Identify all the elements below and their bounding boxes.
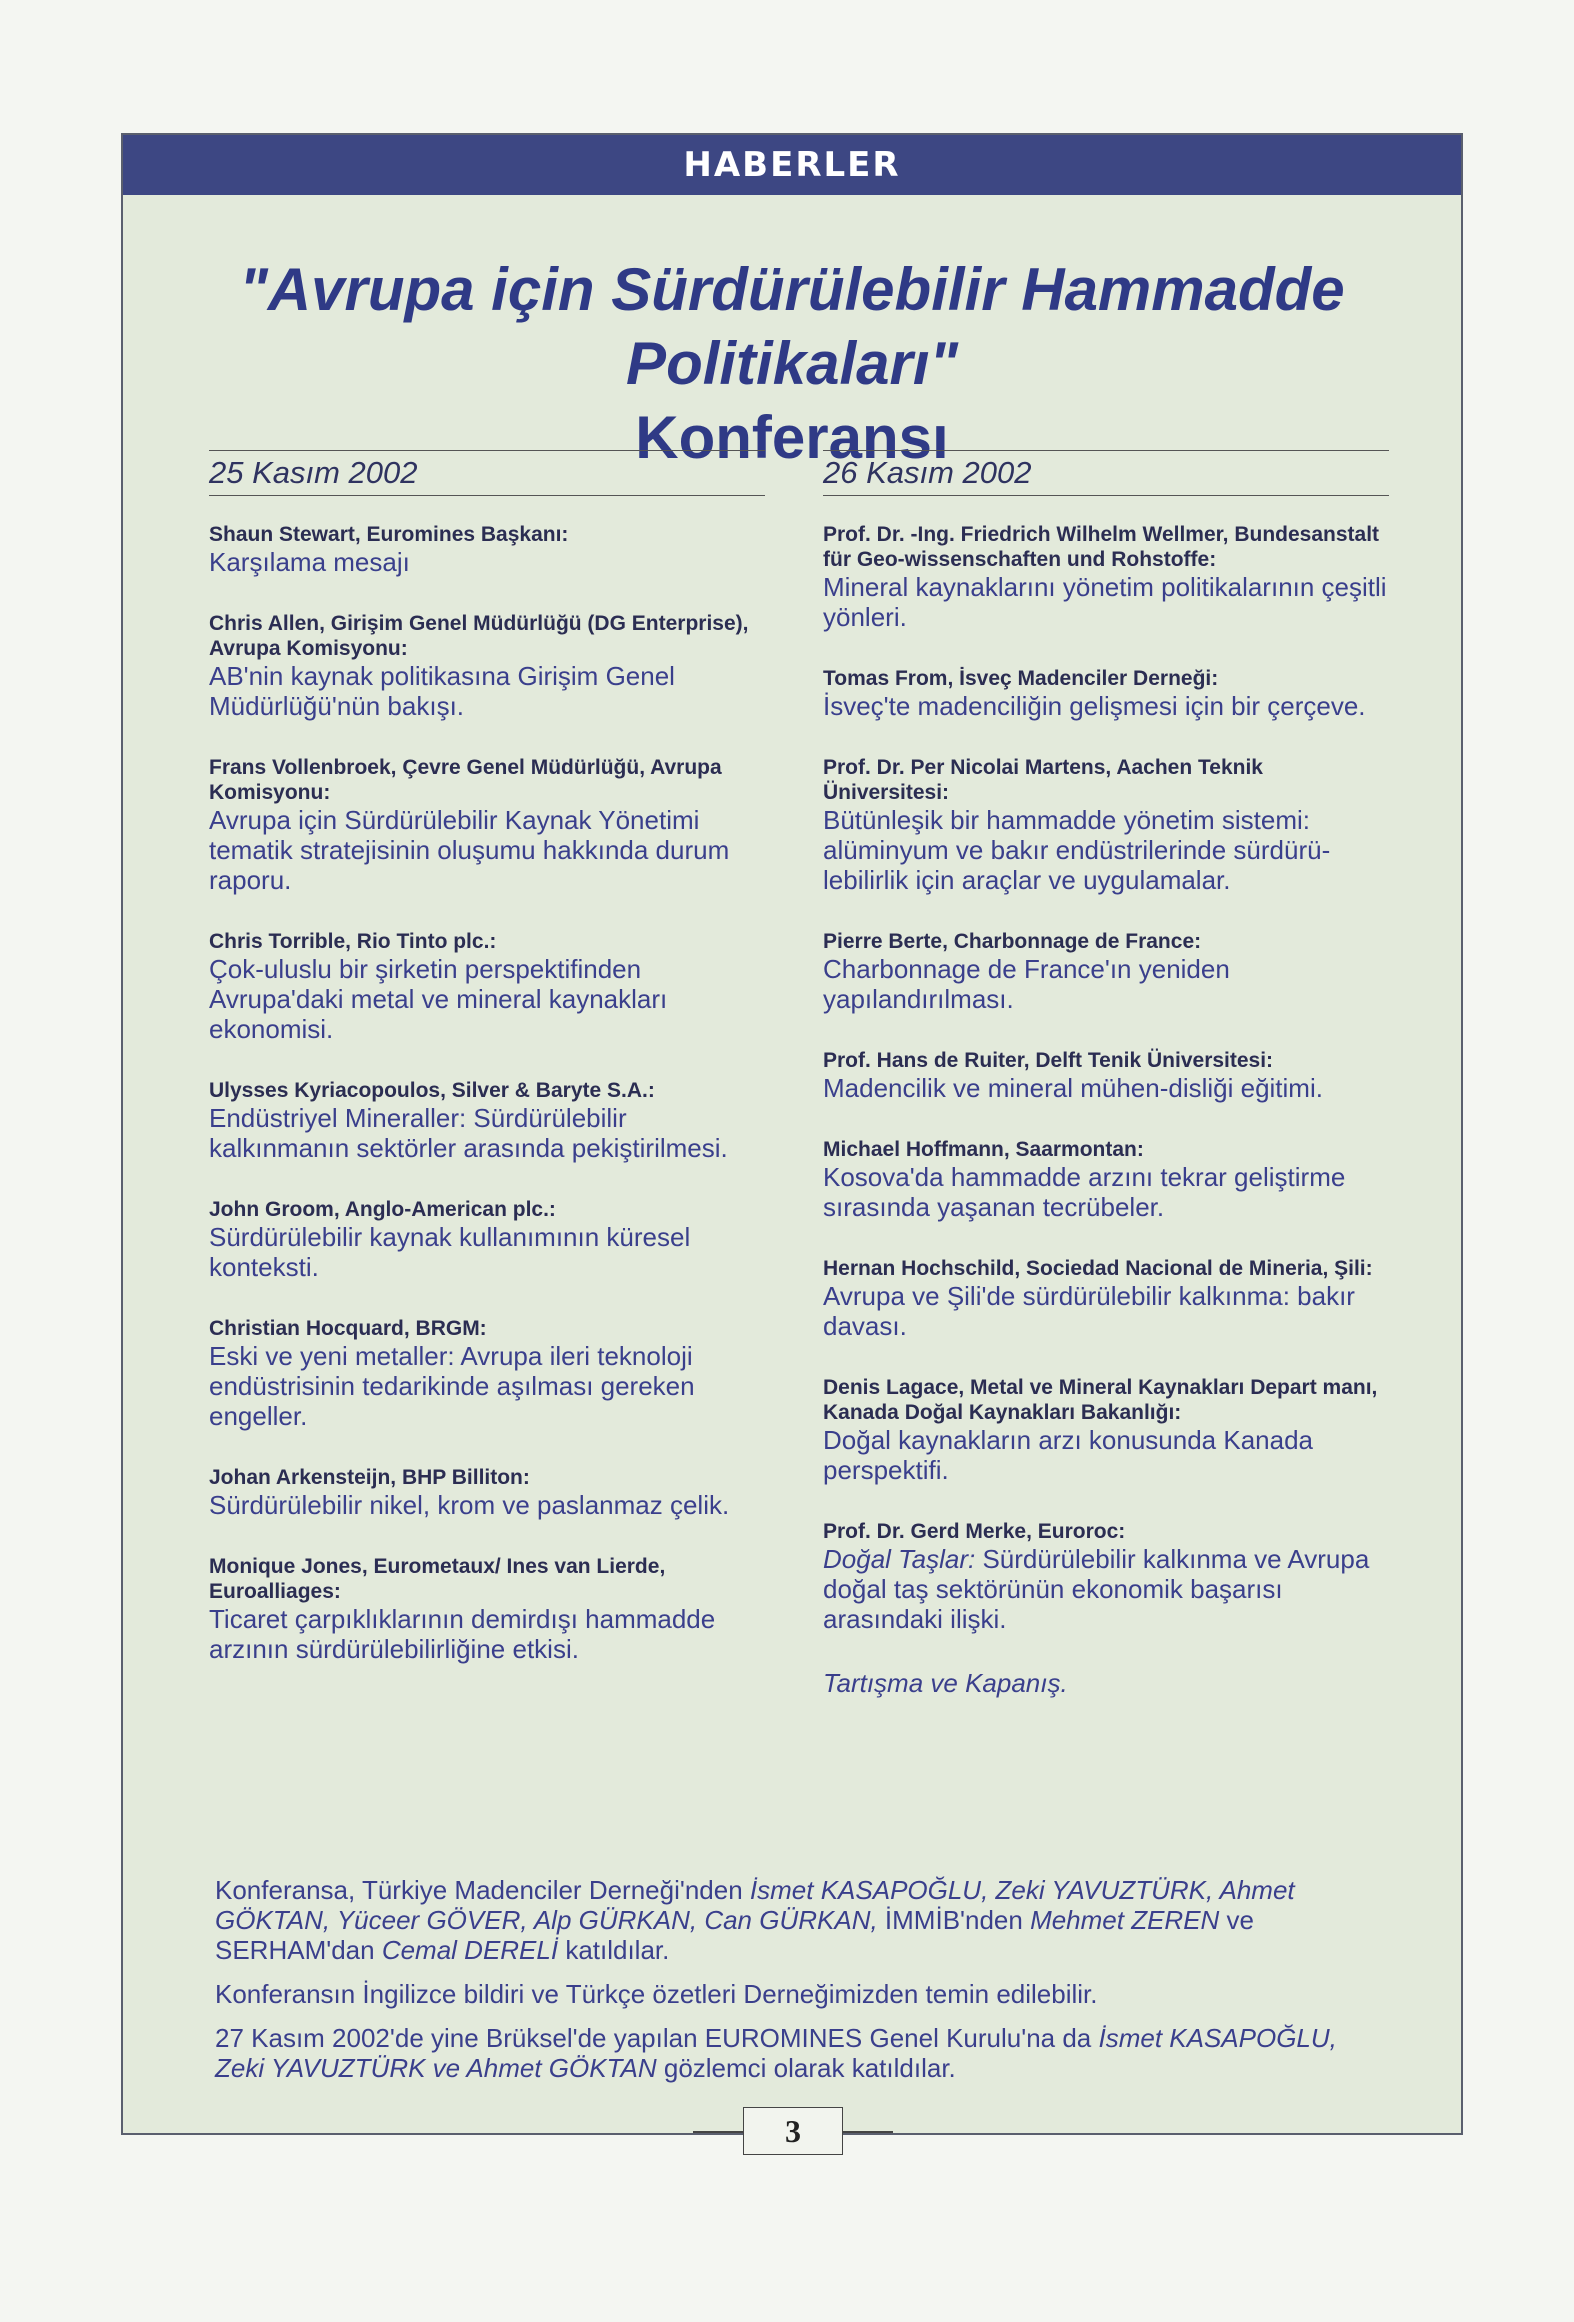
names: İsmet KASAPOĞLU, Zeki YAVUZTÜRK, Ahmet GÖKTAN, Yüceer GÖVER, Alp GÜRKAN, Can GÜRKAN, — [215, 1875, 1295, 1935]
topic: Kosova'da hammadde arzını tekrar geliştirme sırasında yaşanan tecrübeler. — [823, 1162, 1346, 1222]
speaker: Prof. Dr. Gerd Merke, Euroroc: — [823, 1520, 1126, 1543]
program-item — [823, 1256, 1389, 1341]
speaker: Denis Lagace, Metal ve Mineral Kaynakları Depart manı, Kanada Doğal Kaynakları Bakanlığı: — [823, 1376, 1378, 1424]
speaker: Johan Arkensteijn, BHP Billiton: — [209, 1466, 530, 1489]
page-number: 3 — [743, 2107, 843, 2155]
page-frame — [121, 133, 1463, 2149]
topic: Avrupa ve Şili'de sürdürülebilir kalkınma: bakır davası. — [823, 1281, 1355, 1341]
program-item — [823, 1137, 1389, 1222]
topic-text: Sürdürülebilir kalkınma ve Avrupa doğal taş sektörünün ekonomik başarısı arasındaki ilişki. — [823, 1544, 1370, 1634]
speaker: Ulysses Kyriacopoulos, Silver & Baryte S.A.: — [209, 1079, 655, 1102]
topic: Bütünleşik bir hammadde yönetim sistemi: alüminyum ve bakır endüstrilerinde sürdürü-lebilirlik için araçlar ve uygulamalar. — [823, 805, 1331, 895]
speaker: John Groom, Anglo-American plc.: — [209, 1198, 556, 1221]
summary-text — [215, 1875, 1390, 2097]
program-item — [823, 522, 1389, 632]
text: ve SERHAM'dan — [215, 1905, 1255, 1965]
speaker: Pierre Berte, Charbonnage de France: — [823, 930, 1202, 953]
program-item — [209, 522, 765, 577]
program-item — [823, 666, 1389, 721]
text: katıldılar. — [558, 1935, 670, 1965]
speaker: Michael Hoffmann, Saarmontan: — [823, 1138, 1144, 1161]
program-item — [823, 1375, 1389, 1485]
text: 27 Kasım 2002'de yine Brüksel'de yapılan EUROMINES Genel Kurulu'na da — [215, 2023, 1099, 2053]
day2-date: 26 Kasım 2002 — [823, 450, 1389, 496]
topic: Mineral kaynaklarını yönetim politikalarının çeşitli yönleri. — [823, 572, 1387, 632]
program-item — [209, 1078, 765, 1163]
speaker: Prof. Dr. Per Nicolai Martens, Aachen Teknik Üniversitesi: — [823, 756, 1263, 804]
names: Mehmet ZEREN — [1030, 1905, 1220, 1935]
section-banner: HABERLER — [123, 135, 1461, 195]
program-item — [209, 1197, 765, 1282]
program-item — [209, 611, 765, 721]
program-item — [209, 1465, 765, 1520]
speaker: Shaun Stewart, Euromines Başkanı: — [209, 523, 569, 546]
topic: Karşılama mesajı — [209, 547, 410, 577]
speaker: Frans Vollenbroek, Çevre Genel Müdürlüğü, Avrupa Komisyonu: — [209, 756, 722, 804]
topic-emphasis: Doğal Taşlar: — [823, 1544, 976, 1574]
program-item — [209, 929, 765, 1044]
page-number-rule-right — [843, 2131, 893, 2133]
day2-column — [823, 450, 1389, 1698]
day1-date: 25 Kasım 2002 — [209, 450, 765, 496]
text: İMMİB'nden — [877, 1905, 1031, 1935]
topic: Madencilik ve mineral mühen-disliği eğitimi. — [823, 1073, 1323, 1103]
speaker: Christian Hocquard, BRGM: — [209, 1317, 487, 1340]
topic: Avrupa için Sürdürülebilir Kaynak Yönetimi tematik stratejisinin oluşumu hakkında durum raporu. — [209, 805, 730, 895]
topic: AB'nin kaynak politikasına Girişim Genel Müdürlüğü'nün bakışı. — [209, 661, 675, 721]
topic: Sürdürülebilir kaynak kullanımının küresel konteksti. — [209, 1222, 691, 1282]
text: Konferansa, Türkiye Madenciler Derneği'nden — [215, 1875, 750, 1905]
topic: Sürdürülebilir nikel, krom ve paslanmaz çelik. — [209, 1490, 730, 1520]
program-item — [823, 1048, 1389, 1103]
title-line-2: Konferansı — [635, 404, 949, 471]
general-assembly-paragraph — [215, 2023, 1390, 2083]
topic: Çok-uluslu bir şirketin perspektifinden Avrupa'daki metal ve mineral kaynakları ekonomisi. — [209, 954, 668, 1044]
article-title — [123, 253, 1461, 475]
topic: Eski ve yeni metaller: Avrupa ileri teknoloji endüstrisinin tedarikinde aşılması gereken engeller. — [209, 1341, 695, 1431]
program-item — [823, 929, 1389, 1014]
topic: Endüstriyel Mineraller: Sürdürülebilir kalkınmanın sektörler arasında pekiştirilmesi. — [209, 1103, 728, 1163]
topic: Ticaret çarpıklıklarının demirdışı hammadde arzının sürdürülebilirliğine etkisi. — [209, 1604, 716, 1664]
speaker: Hernan Hochschild, Sociedad Nacional de Mineria, Şili: — [823, 1257, 1373, 1280]
speaker: Prof. Dr. -Ing. Friedrich Wilhelm Wellmer, Bundesanstalt für Geo-wissenschaften und Rohstoffe: — [823, 523, 1380, 571]
speaker: Prof. Hans de Ruiter, Delft Tenik Üniversitesi: — [823, 1049, 1274, 1072]
names: Cemal DERELİ — [381, 1935, 559, 1965]
program-item — [209, 1554, 765, 1664]
closing-note: Tartışma ve Kapanış. — [823, 1668, 1068, 1698]
text: gözlemci olarak katıldılar. — [656, 2053, 956, 2083]
page-number-rule-left — [693, 2131, 743, 2133]
program-item — [823, 755, 1389, 895]
speaker: Tomas From, İsveç Madenciler Derneği: — [823, 667, 1219, 690]
availability-paragraph: Konferansın İngilizce bildiri ve Türkçe özetleri Derneğimizden temin edilebilir. — [215, 1979, 1098, 2009]
topic: İsveç'te madenciliğin gelişmesi için bir çerçeve. — [823, 691, 1366, 721]
day1-column — [209, 450, 765, 1698]
title-line-1: "Avrupa için Sürdürülebilir Hammadde Politikaları" — [239, 256, 1345, 397]
speaker: Chris Torrible, Rio Tinto plc.: — [209, 930, 497, 953]
program-item — [209, 755, 765, 895]
names: İsmet KASAPOĞLU, Zeki YAVUZTÜRK ve Ahmet GÖKTAN — [215, 2023, 1337, 2083]
topic: Doğal kaynakların arzı konusunda Kanada perspektifi. — [823, 1425, 1313, 1485]
topic: Charbonnage de France'ın yeniden yapılandırılması. — [823, 954, 1230, 1014]
program-item — [209, 1316, 765, 1431]
speaker: Chris Allen, Girişim Genel Müdürlüğü (DG Enterprise), Avrupa Komisyonu: — [209, 612, 749, 660]
topic — [823, 1544, 1389, 1634]
attendees-paragraph — [215, 1875, 1390, 1965]
program-item — [823, 1519, 1389, 1634]
speaker: Monique Jones, Eurometaux/ Ines van Lierde, Euroalliages: — [209, 1555, 666, 1603]
